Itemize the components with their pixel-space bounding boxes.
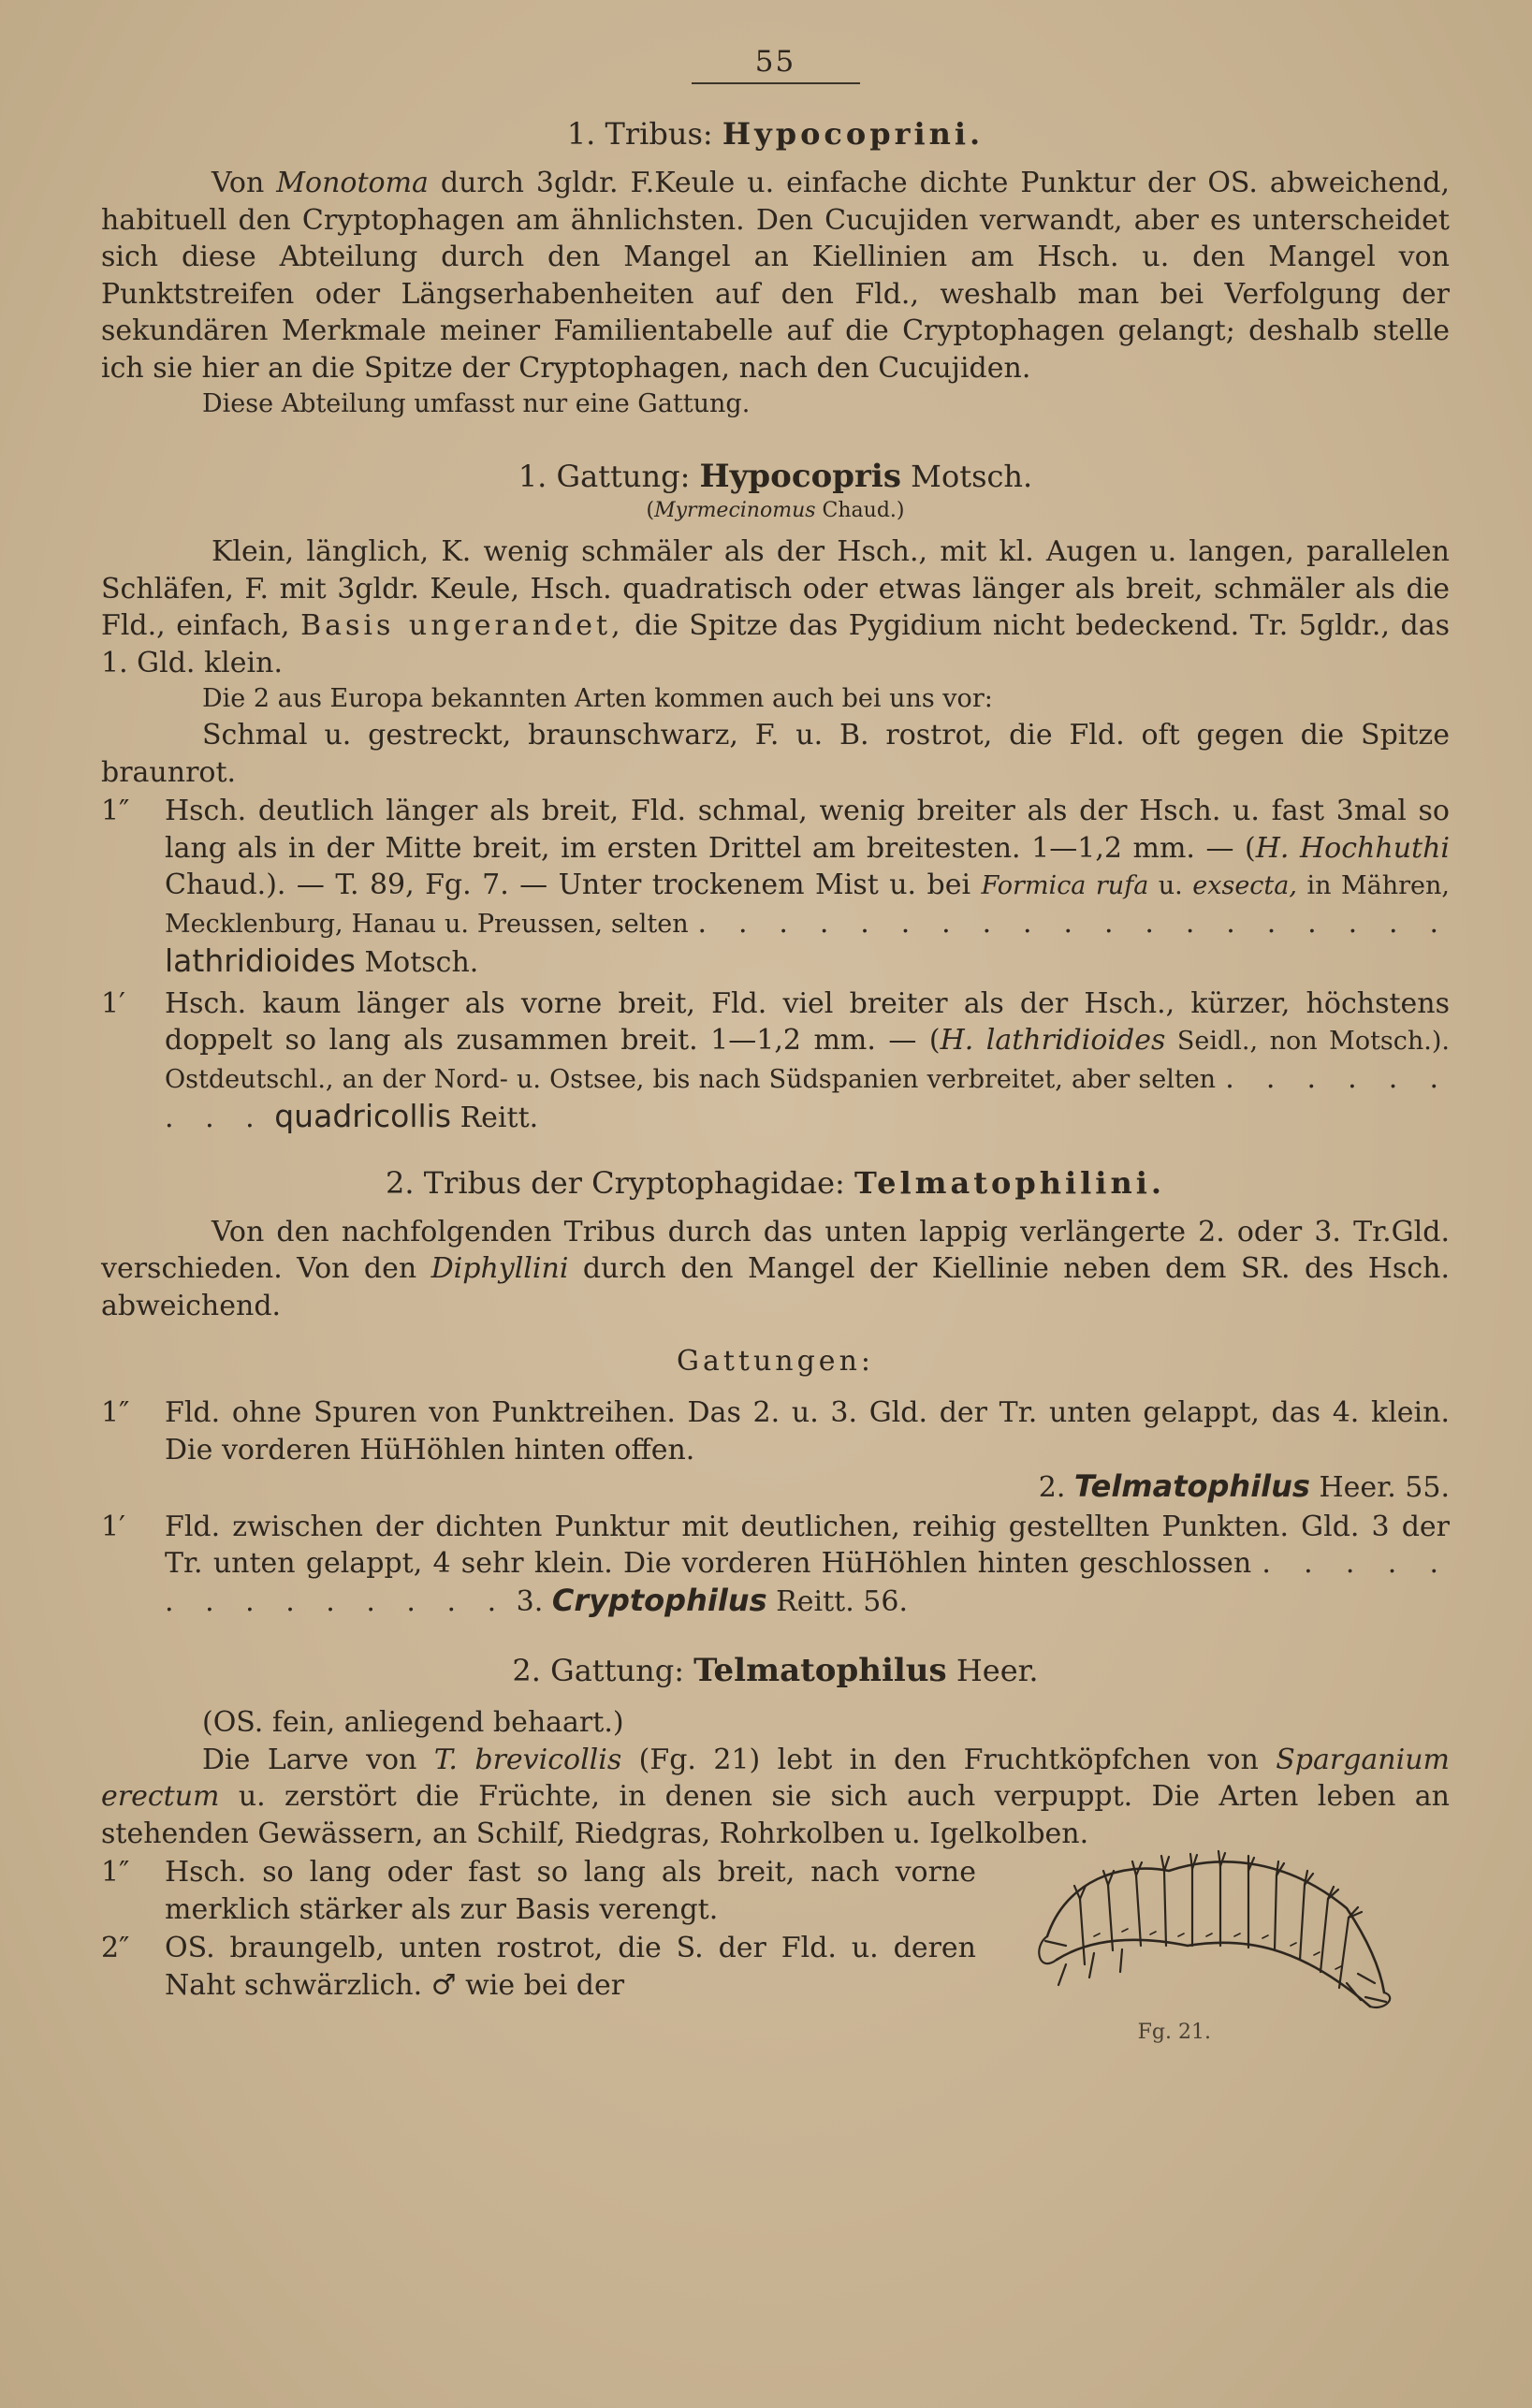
tribus-name: Telmatophilini. <box>854 1164 1165 1201</box>
intro-text: Von <box>212 167 277 199</box>
ref-genus: Cryptophilus <box>551 1582 767 1618</box>
genus-prefix: 1. Gattung: <box>518 459 700 494</box>
leader-dots: . . . . . . . . . <box>165 1061 1450 1134</box>
tribus-note: Diese Abteilung umfasst nur eine Gattung. <box>202 389 751 418</box>
intro-tribe: Diphyllini <box>430 1252 569 1285</box>
key-text: OS. braungelb, unten rostrot, die S. der Fld. u. deren Naht schwärzlich. ♂ wie bei der <box>165 1932 976 2002</box>
genus-common-traits: Schmal u. gestreckt, braunschwarz, F. u. B. rostrot, die Fld. oft gegen die Spitze braunrot. <box>101 719 1450 789</box>
key-entry <box>101 793 1450 982</box>
key-synonym: H. Hochhuthi <box>1255 831 1450 865</box>
key-text-b: Seidl., non Motsch.). Ostdeutschl., an der Nord- u. Ostsee, bis nach Südspanien verbreitet, aber selten <box>165 1027 1450 1094</box>
genus-name: Telmatophilus <box>693 1652 947 1689</box>
synonym-author: Chaud.) <box>815 499 905 522</box>
desc-text: Klein, länglich, K. wenig schmäler als der Hsch., mit kl. Augen u. langen, parallelen Schläfen, F. mit 3gldr. Keule, Hsch. quadratisch oder etwas länger als breit, schmäler als die Fld., einfach, <box>101 535 1450 642</box>
key-text-b: Chaud.). — T. 89, Fg. 7. — Unter trockenem Mist u. bei <box>165 868 982 901</box>
larva-figure <box>1010 1796 1422 2030</box>
tribus-name: Hypocoprini. <box>722 116 985 152</box>
genus-name: Hypocopris <box>699 458 901 495</box>
narrow-column <box>101 1854 976 2004</box>
genus-description <box>101 533 1450 681</box>
desc-spaced: Basis ungerandet, <box>300 609 624 642</box>
genus-note: (OS. fein, anliegend behaart.) <box>202 1706 624 1739</box>
tribus-heading <box>101 116 1450 152</box>
ref-genus: Telmatophilus <box>1073 1468 1310 1504</box>
key-number: 1″ <box>101 1856 130 1889</box>
intro-genus: Monotoma <box>276 167 429 199</box>
key-number: 1′ <box>101 986 125 1020</box>
key-number: 2″ <box>101 1932 130 1964</box>
genus-key-entry <box>101 1394 1450 1507</box>
tribus-prefix: 1. Tribus: <box>566 116 722 152</box>
species-name: quadricollis <box>274 1098 452 1134</box>
intro-text-cont: durch den Mangel der Kiellinie neben dem SR. des Hsch. abweichend. <box>101 1252 1450 1322</box>
ref-number: 2. <box>1038 1471 1066 1504</box>
genus-heading <box>101 1652 1450 1689</box>
larva-text: Die Larve von <box>202 1743 434 1776</box>
key-title: Gattungen: <box>677 1345 874 1378</box>
intro-text-cont: durch 3gldr. F.Keule u. einfache dichte Punktur der OS. abweichend, habituell den Cryptophagen am ähnlichsten. Den Cucujiden verwandt, aber es unterscheidet sich diese Abteilung durch den Mangel an Kiellinien am Hsch. u. den Mangel von Punktstreifen oder Längserhabenheiten auf den Fld., weshalb man bei Verfolgung der sekundären Merkmale meiner Familientabelle auf die Cryptophagen gelangt; deshalb stelle ich sie hier an die Spitze der Cryptophagen, nach den Cucujiden. <box>101 167 1450 385</box>
genus-synonym <box>101 499 1450 522</box>
tribus-intro <box>101 1214 1450 1325</box>
ref-author: Reitt. 56. <box>766 1584 908 1618</box>
larva-species: T. brevicollis <box>433 1743 622 1776</box>
larva-text-c: u. zerstört die Früchte, in denen sie sich auch verpuppt. Die Arten leben an stehenden Gewässern, an Schilf, Riedgras, Rohrkolben u. Igelkolben. <box>101 1780 1450 1850</box>
larva-text-b: (Fg. 21) lebt in den Fruchtköpfchen von <box>621 1743 1277 1776</box>
species-author: Reitt. <box>451 1102 539 1134</box>
key-text: Hsch. deutlich länger als breit, Fld. schmal, wenig breiter als der Hsch. u. fast 3mal so lang als in der Mitte breit, im ersten Drittel am breitesten. 1—1,2 mm. — ( <box>165 795 1450 865</box>
key-text-d: in Mähren, Mecklenburg, Hanau u. Preussen, selten <box>165 871 1450 939</box>
key-text-c: u. <box>1148 871 1193 900</box>
host-plant: Sparganium erectum <box>101 1743 1450 1813</box>
key-number: 1″ <box>101 1396 130 1429</box>
key-number: 1″ <box>101 795 130 827</box>
synonym-name: Myrmecinomus <box>654 499 816 522</box>
leader-dots: . . . . . . . . . . . . . . <box>165 1547 1451 1618</box>
host-ant-2: exsecta, <box>1192 871 1297 900</box>
header-rule <box>692 82 860 84</box>
desc-text-cont: die Spitze das Pygidium nicht bedeckend. Tr. 5gldr., das 1. Gld. klein. <box>101 609 1450 679</box>
genus-author: Heer. <box>946 1653 1039 1688</box>
key-reference <box>165 1468 1450 1507</box>
genus-note: Die 2 aus Europa bekannten Arten kommen auch bei uns vor: <box>202 684 993 713</box>
leader-dots: . . . . . . . . . . . . . . . . . . . <box>697 906 1450 940</box>
genus-heading <box>101 458 1450 495</box>
key-number: 1′ <box>101 1510 125 1543</box>
synonym-paren: ( <box>646 499 655 522</box>
key-text: Hsch. kaum länger als vorne breit, Fld. viel breiter als der Hsch., kürzer, höchstens doppelt so lang als zusammen breit. 1—1,2 mm. — ( <box>165 986 1450 1057</box>
figure-caption: Fg. 21. <box>1137 2021 1211 2044</box>
ref-number: 3. <box>516 1584 544 1618</box>
intro-text: Von den nachfolgenden Tribus durch das unten lappig verlängerte 2. oder 3. Tr.Gld. verschieden. Von den <box>101 1215 1450 1285</box>
genus-prefix: 2. Gattung: <box>512 1653 694 1688</box>
tribus-prefix: 2. Tribus der Cryptophagidae: <box>385 1164 854 1201</box>
genus-key-entry <box>101 1509 1450 1621</box>
key-text: Hsch. so lang oder fast so lang als breit, nach vorne merklich stärker als zur Basis verengt. <box>165 1856 976 1926</box>
key-entry <box>101 1930 976 2004</box>
key-entry <box>101 1854 976 1928</box>
key-text: Fld. ohne Spuren von Punktreihen. Das 2. u. 3. Gld. der Tr. unten gelappt, das 4. klein. Die vorderen HüHöhlen hinten offen. <box>165 1396 1450 1467</box>
tribus-heading <box>101 1165 1450 1201</box>
key-text: Fld. zwischen der dichten Punktur mit deutlichen, reihig gestellten Punkten. Gld. 3 der Tr. unten gelappt, 4 sehr klein. Die vorderen HüHöhlen hinten geschlossen <box>165 1510 1450 1580</box>
ref-author: Heer. 55. <box>1309 1471 1450 1504</box>
host-ant: Formica rufa <box>981 871 1149 900</box>
tribus-intro <box>101 165 1450 387</box>
species-name: lathridioides <box>165 942 356 979</box>
key-synonym: H. lathridioides <box>940 1024 1166 1057</box>
page-number: 55 <box>754 45 796 79</box>
genus-author: Motsch. <box>901 459 1033 494</box>
species-author: Motsch. <box>355 946 479 979</box>
key-entry <box>101 985 1450 1137</box>
